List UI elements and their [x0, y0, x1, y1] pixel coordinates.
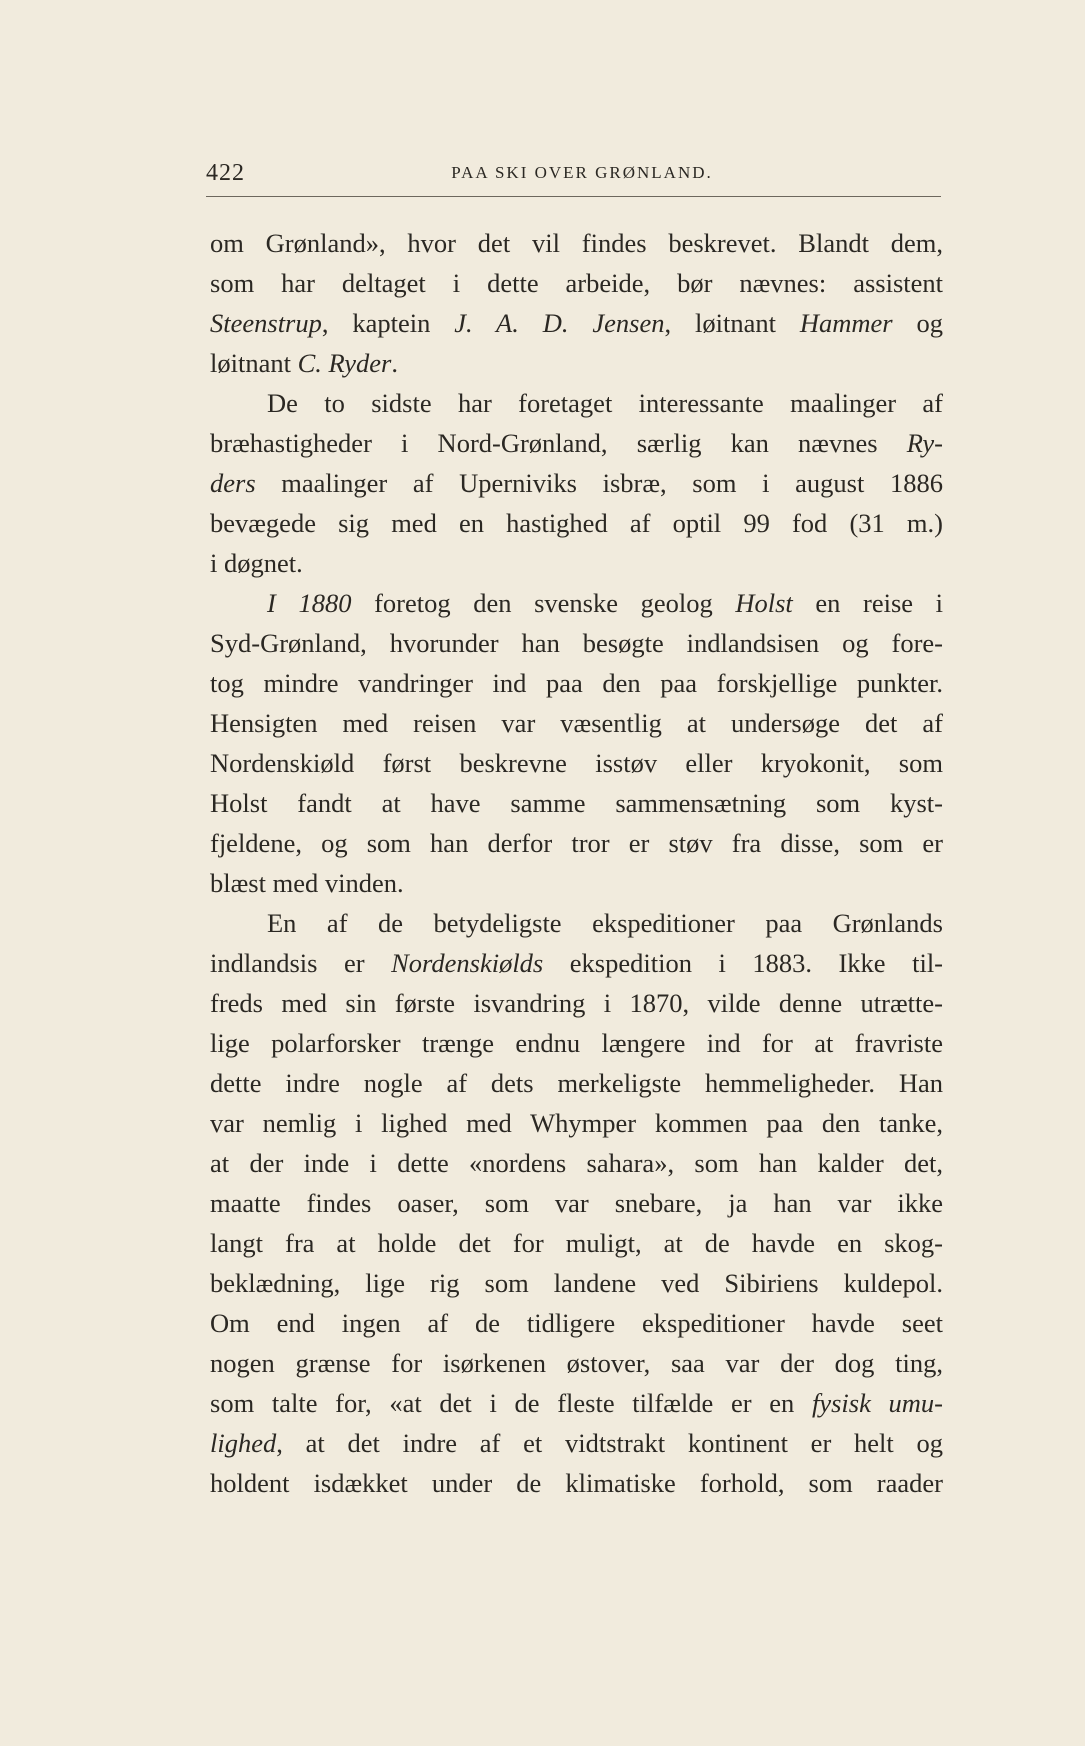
- text-line: om Grønland», hvor det vil findes beskrevet. Blandt dem,: [210, 228, 943, 258]
- text-line: I 1880 foretog den svenske geolog Holst en reise i: [267, 588, 944, 618]
- text-line: Syd-Grønland, hvorunder han besøgte indlandsisen og fore-: [210, 628, 943, 658]
- text-line: som talte for, «at det i de fleste tilfælde er en fysisk umu-: [210, 1388, 943, 1418]
- text-line: beklædning, lige rig som landene ved Sibiriens kuldepol.: [210, 1268, 943, 1298]
- text-line: blæst med vinden.: [210, 868, 404, 898]
- text-line: fjeldene, og som han derfor tror er støv fra disse, som er: [210, 828, 943, 858]
- text-line: lighed, at det indre af et vidtstrakt kontinent er helt og: [210, 1428, 943, 1458]
- phrase-fysisk-umulighed: fysisk umu-: [811, 1388, 943, 1418]
- text-line: var nemlig i lighed med Whymper kommen paa den tanke,: [210, 1108, 943, 1138]
- text-line: dette indre nogle af dets merkeligste hemmeligheder. Han: [210, 1068, 943, 1098]
- page-header: [206, 160, 938, 188]
- text-line: freds med sin første isvandring i 1870, vilde denne utrætte-: [210, 988, 943, 1018]
- text-line: bevægede sig med en hastighed af optil 99 fod (31 m.): [210, 508, 943, 538]
- name-holst: Holst: [735, 588, 793, 618]
- name-hammer: Hammer: [799, 308, 893, 338]
- name-ryders: Ry-: [906, 428, 943, 458]
- name-ryder: C. Ryder: [297, 348, 392, 378]
- text-line: løitnant C. Ryder.: [210, 348, 398, 378]
- text-line: Holst fandt at have samme sammensætning som kyst-: [210, 788, 943, 818]
- year-1880: I 1880: [267, 588, 352, 618]
- text-line: lige polarforsker trænge endnu længere ind for at fravriste: [210, 1028, 943, 1058]
- name-nordenskiolds: Nordenskiølds: [391, 948, 544, 978]
- text-line: ders maalinger af Uperniviks isbræ, som i august 1886: [210, 468, 943, 498]
- text-line: indlandsis er Nordenskiølds ekspedition i 1883. Ikke til-: [210, 948, 944, 978]
- text-line: langt fra at holde det for muligt, at de havde en skog-: [210, 1228, 943, 1258]
- text-line: maatte findes oaser, som var snebare, ja han var ikke: [210, 1188, 943, 1218]
- header-rule: [206, 196, 941, 197]
- text-line: Hensigten med reisen var væsentlig at undersøge det af: [210, 708, 943, 738]
- page-number: 422: [206, 160, 245, 186]
- body-text: [210, 223, 943, 1503]
- text-line: Nordenskiøld først beskrevne isstøv eller kryokonit, som: [210, 748, 943, 778]
- text-line: i døgnet.: [210, 548, 303, 578]
- phrase-lighed: lighed: [210, 1428, 277, 1458]
- name-ryders-end: ders: [210, 468, 256, 498]
- text-line: Steenstrup, kaptein J. A. D. Jensen, løitnant Hammer og: [210, 308, 943, 338]
- text-line: Om end ingen af de tidligere ekspeditioner havde seet: [210, 1308, 943, 1338]
- text-line: De to sidste har foretaget interessante maalinger af: [267, 388, 943, 418]
- text-line: som har deltaget i dette arbeide, bør nævnes: assistent: [210, 268, 943, 298]
- name-jensen: J. A. D. Jensen: [454, 308, 665, 338]
- text-line: at der inde i dette «nordens sahara», som han kalder det,: [210, 1148, 943, 1178]
- text-line: En af de betydeligste ekspeditioner paa Grønlands: [267, 908, 943, 938]
- text-line: holdent isdækket under de klimatiske forhold, som raader: [210, 1468, 943, 1498]
- text-line: tog mindre vandringer ind paa den paa forskjellige punkter.: [210, 668, 943, 698]
- running-title: PAA SKI OVER GRØNLAND.: [451, 163, 713, 182]
- text-line: nogen grænse for isørkenen østover, saa var der dog ting,: [210, 1348, 943, 1378]
- name-steenstrup: Steenstrup: [210, 308, 322, 338]
- text-line: bræhastigheder i Nord-Grønland, særlig kan nævnes Ry-: [210, 428, 943, 458]
